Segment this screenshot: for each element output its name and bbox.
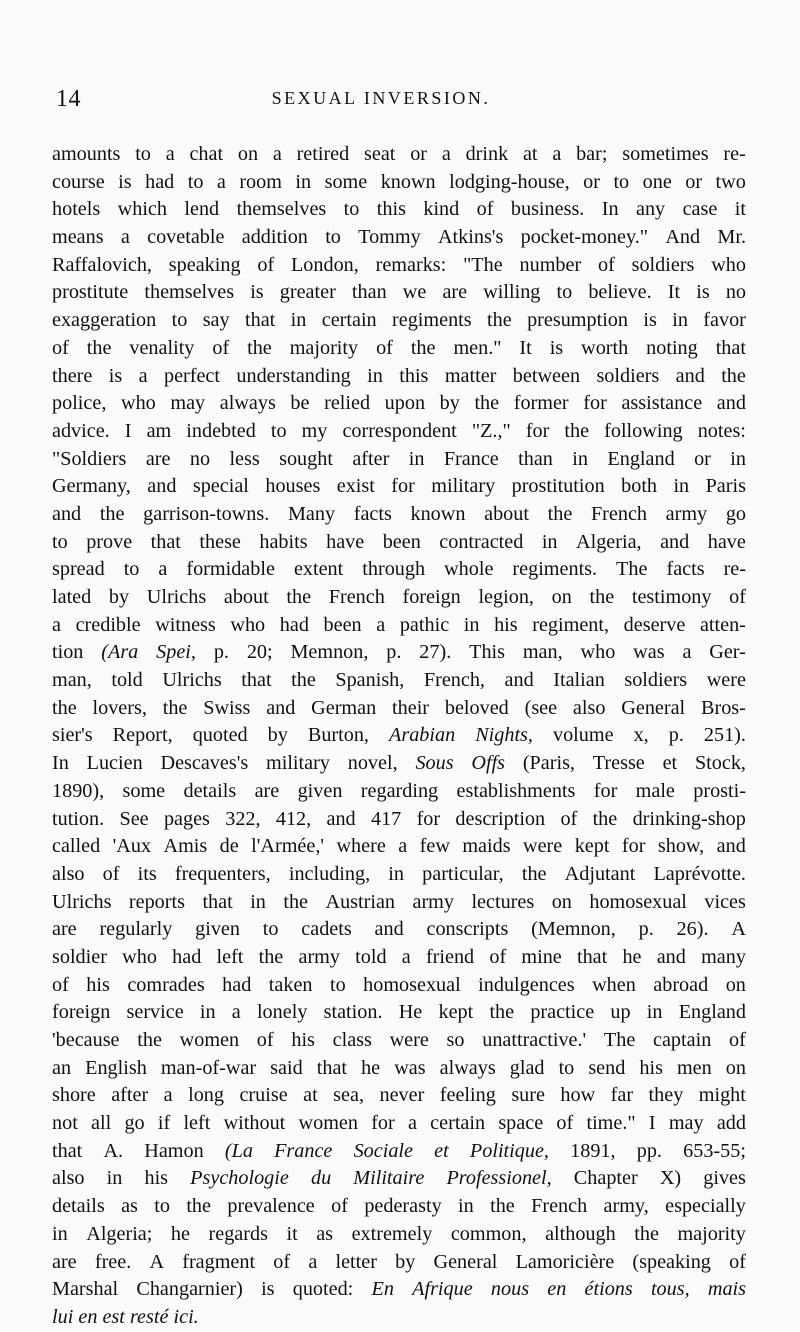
text-line: hotels which lend themselves to this kind of business. In any case it bbox=[52, 198, 746, 221]
running-title: SEXUAL INVERSION. bbox=[271, 88, 491, 108]
text-line: shore after a long cruise at sea, never feeling sure how far they might bbox=[52, 1084, 746, 1107]
text-line: an English man-of-war said that he was always glad to send his men on bbox=[52, 1056, 746, 1079]
text-line: tion (Ara Spei, p. 20; Memnon, p. 27). This man, who was a Ger- bbox=[52, 641, 746, 664]
text-line: soldier who had left the army told a friend of mine that he and many bbox=[52, 945, 746, 968]
text-line: spread to a formidable extent through whole regiments. The facts re- bbox=[52, 558, 746, 581]
text-line: foreign service in a lonely station. He kept the practice up in England bbox=[52, 1001, 746, 1024]
text-line: amounts to a chat on a retired seat or a drink at a bar; sometimes re- bbox=[52, 143, 746, 165]
text-line: details as to the prevalence of pederasty in the French army, especially bbox=[52, 1195, 746, 1218]
text-line: of the venality of the majority of the men." It is worth noting that bbox=[52, 336, 746, 359]
text-line: 'because the women of his class were so unattractive.' The captain of bbox=[52, 1029, 746, 1051]
text-line: called 'Aux Amis de l'Armée,' where a few maids were kept for show, and bbox=[52, 835, 746, 858]
text-line: are regularly given to cadets and conscripts (Memnon, p. 26). A bbox=[52, 918, 746, 941]
text-line: and the garrison-towns. Many facts known about the French army go bbox=[52, 502, 746, 525]
page-number: 14 bbox=[56, 86, 81, 112]
text-line: "Soldiers are no less sought after in France than in England or in bbox=[52, 447, 746, 470]
text-line: course is had to a room in some known lodging-house, or to one or two bbox=[52, 170, 746, 193]
text-line: lated by Ulrichs about the French foreign legion, on the testimony of bbox=[52, 586, 746, 608]
text-line: not all go if left without women for a certain space of time." I may add bbox=[52, 1112, 746, 1135]
text-line: Raffalovich, speaking of London, remarks: "The number of soldiers who bbox=[52, 253, 746, 276]
text-line: 1890), some details are given regarding establishments for male prosti- bbox=[52, 779, 746, 802]
text-line: Germany, and special houses exist for military prostitution both in Paris bbox=[52, 475, 746, 498]
text-line: a credible witness who had been a pathic in his regiment, deserve atten- bbox=[52, 613, 746, 636]
text-line: are free. A fragment of a letter by General Lamoricière (speaking of bbox=[52, 1250, 746, 1273]
text-line: means a covetable addition to Tommy Atkins's pocket-money." And Mr. bbox=[52, 226, 746, 249]
text-line: of his comrades had taken to homosexual indulgences when abroad on bbox=[52, 973, 746, 996]
body-text bbox=[52, 141, 746, 1332]
text-line: prostitute themselves is greater than we are willing to believe. It is no bbox=[52, 281, 746, 304]
text-line: also in his Psychologie du Militaire Professionel, Chapter X) gives bbox=[52, 1167, 746, 1190]
text-line: sier's Report, quoted by Burton, Arabian Nights, volume x, p. 251). bbox=[52, 724, 746, 747]
text-line: Marshal Changarnier) is quoted: En Afrique nous en étions tous, mais bbox=[52, 1278, 746, 1301]
text-line: in Algeria; he regards it as extremely common, although the majority bbox=[52, 1222, 746, 1245]
text-line: Ulrichs reports that in the Austrian army lectures on homosexual vices bbox=[52, 890, 746, 913]
text-line: In Lucien Descaves's military novel, Sous Offs (Paris, Tresse et Stock, bbox=[52, 752, 746, 775]
page-header bbox=[52, 86, 710, 116]
text-line: tution. See pages 322, 412, and 417 for description of the drinking-shop bbox=[52, 807, 746, 830]
text-line: that A. Hamon (La France Sociale et Politique, 1891, pp. 653-55; bbox=[52, 1139, 746, 1162]
text-line: police, who may always be relied upon by the former for assistance and bbox=[52, 392, 746, 415]
text-line: advice. I am indebted to my correspondent "Z.," for the following notes: bbox=[52, 419, 746, 442]
text-line: also of its frequenters, including, in particular, the Adjutant Laprévotte. bbox=[52, 862, 746, 885]
text-line: the lovers, the Swiss and German their beloved (see also General Bros- bbox=[52, 696, 746, 719]
text-line: lui en est resté ici. bbox=[52, 1305, 199, 1328]
text-line: man, told Ulrichs that the Spanish, French, and Italian soldiers were bbox=[52, 669, 746, 692]
text-line: there is a perfect understanding in this matter between soldiers and the bbox=[52, 364, 746, 387]
text-line: to prove that these habits have been contracted in Algeria, and have bbox=[52, 530, 746, 553]
text-line: exaggeration to say that in certain regiments the presumption is in favor bbox=[52, 309, 746, 332]
